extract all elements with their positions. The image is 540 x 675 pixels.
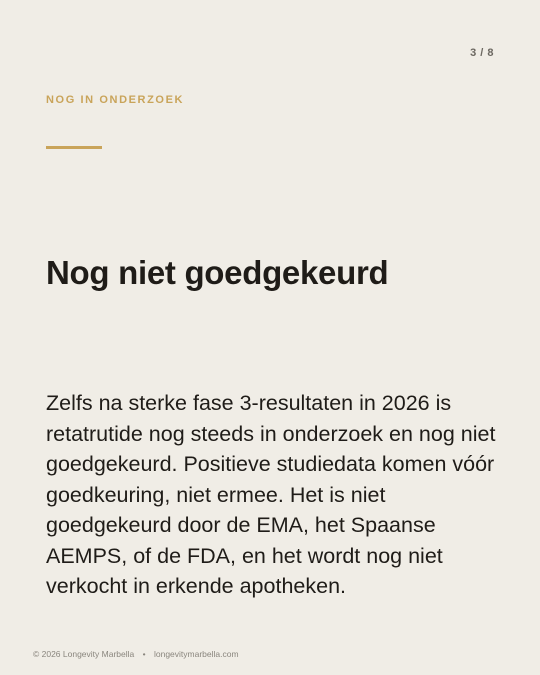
footer-separator: • bbox=[142, 649, 146, 659]
accent-divider bbox=[46, 146, 102, 149]
body-paragraph: Zelfs na sterke fase 3-resultaten in 2026 is retatrutide nog steeds in onderzoek en nog niet goedgekeurd. Positieve studiedata komen vóór goedkeuring, niet ermee. Het is niet goedgekeurd door de EMA, het Spaanse AEMPS, of de FDA, en het wordt nog niet verkocht in erkende apotheken. bbox=[46, 391, 496, 598]
page-title: Nog niet goedgekeurd bbox=[46, 254, 389, 291]
page-counter: 3 / 8 bbox=[470, 47, 494, 59]
section-eyebrow: NOG IN ONDERZOEK bbox=[46, 94, 185, 106]
footer-copyright: © 2026 Longevity Marbella bbox=[33, 649, 135, 659]
footer-website-link[interactable]: longevitymarbella.com bbox=[153, 649, 239, 659]
footer bbox=[33, 649, 239, 659]
